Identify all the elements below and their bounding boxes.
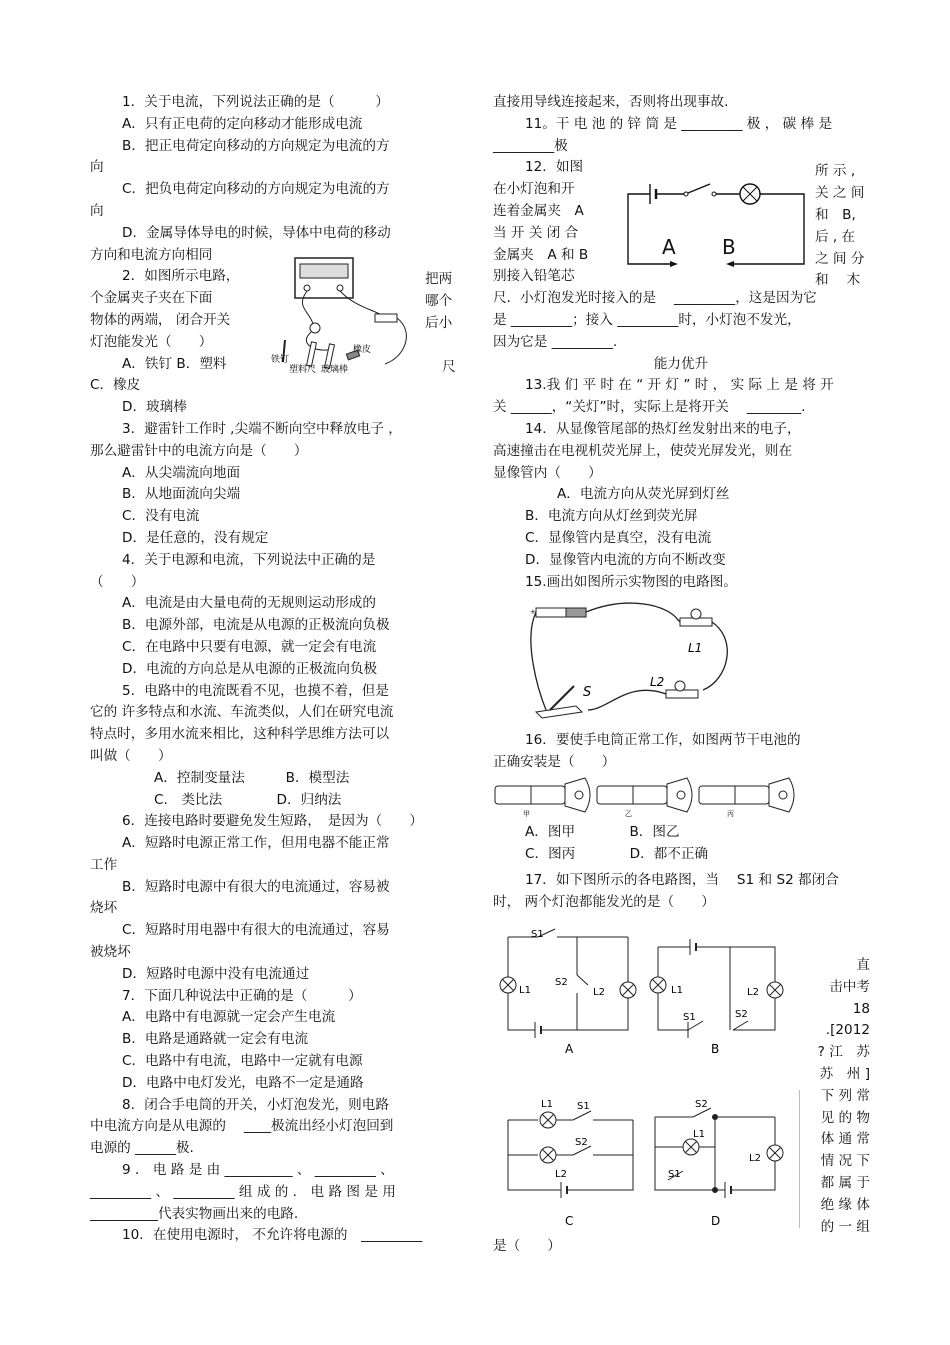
q14-stem-1: 14．从显像管尾部的热灯丝发射出来的电子， — [525, 420, 801, 437]
q12-stem-7: 尺．小灯泡发光时接入的是 _________，这是因为它 — [493, 290, 817, 307]
q6-option-b: B．短路时电源中有很大的电流通过，容易被 — [122, 878, 390, 895]
q18-side-10: 都 属 于 — [820, 1174, 870, 1191]
q16-label-bing: 丙 — [727, 810, 734, 818]
q4-option-c: C．在电路中只要有电源，就一定会有电流 — [122, 638, 377, 655]
q5-stem-4: 叫做（ ） — [90, 747, 172, 764]
q16-stem-2: 正确安装是（ ） — [493, 754, 616, 770]
q15-label-l1: L1 — [688, 641, 703, 655]
q12-side-6: 和 木 — [815, 272, 861, 288]
q17-circuit-c — [508, 1099, 633, 1228]
q17-circuit-b — [650, 939, 783, 1056]
q6-option-a: A．短路时电源正常工作，但用电器不能正常 — [122, 835, 390, 852]
q14-stem-2: 高速撞击在电视机荧光屏上，使荧光屏发光，则在 — [493, 442, 793, 459]
q3-option-a: A．从尖端流向地面 — [122, 464, 241, 481]
q11-stem: 11。干 电 池 的 锌 筒 是 _________ 极 ， 碳 棒 是 — [525, 115, 833, 132]
q16-battery-figure — [493, 776, 818, 818]
q18-side-1: 击中考 — [829, 978, 870, 995]
q6-option-d: D．短路时电源中没有电流通过 — [122, 965, 310, 982]
q5-stem-2: 它的 许多特点和水流、车流类似，人们在研究电流 — [90, 704, 394, 721]
q16-options-cd: C．图丙 D．都不正确 — [525, 846, 709, 862]
q17-label-a: A — [565, 1042, 574, 1056]
q5-stem-3: 特点时，多用水流来相比，这种科学思维方法可以 — [90, 726, 390, 743]
q13-stem: 13.我 们 平 时 在 “ 开 灯 ” 时 ， 实 际 上 是 将 开 — [525, 377, 834, 394]
q1-option-b-cont: 向 — [90, 159, 104, 176]
q1-stem: 1．关于电流，下列说法正确的是（ ） — [122, 94, 389, 110]
q17d-l1: L1 — [693, 1129, 705, 1140]
q6-option-c-cont: 被烧坏 — [90, 944, 131, 961]
q7-stem: 7．下面几种说法中正确的是（ ） — [122, 987, 362, 1004]
q2-circuit-figure — [255, 252, 420, 374]
q6-option-a-cont: 工作 — [90, 856, 118, 873]
q17-stem-2: 时， 两个灯泡都能发光的是（ ） — [493, 894, 715, 910]
q2-label-rubber: 橡皮 — [353, 345, 372, 355]
q10-cont: 直接用导线连接起来，否则将出现事故. — [493, 94, 729, 110]
q2-stem-3: 物体的两端， 闭合开关 — [90, 311, 231, 328]
q2-option-d: D．玻璃棒 — [122, 399, 187, 416]
q12-stem-3: 连着金属夹 A — [493, 202, 584, 219]
q18-answer-bracket: 是（ ） — [493, 1238, 561, 1254]
q18-side-11: 绝 缘 体 — [820, 1196, 870, 1213]
q11-cont: _________极 — [493, 137, 568, 154]
flashlight-jia — [495, 778, 590, 818]
q17b-l2: L2 — [747, 987, 759, 998]
q12-stem-5: 金属夹 A 和 B — [493, 246, 589, 263]
q2-side-2: 哪个 — [425, 293, 453, 309]
q7-option-b: B．电路是通路就一定会有电流 — [122, 1031, 309, 1048]
q8-stem-1: 8．闭合手电筒的开关，小灯泡发光，则电路 — [122, 1096, 389, 1113]
q17b-l1: L1 — [671, 985, 683, 996]
flashlight-bing — [699, 778, 794, 818]
q14-option-a: A．电流方向从荧光屏到灯丝 — [557, 486, 730, 503]
q10-stem: 10．在使用电源时， 不允许将电源的 _________ — [122, 1227, 423, 1244]
q18-side-4: ? 江 苏 — [817, 1044, 870, 1061]
q9-stem-3: __________代表实物画出来的电路. — [90, 1205, 299, 1222]
q8-stem-2: 中电流方向是从电源的 ____极流出经小灯泡回到 — [90, 1118, 394, 1135]
q17d-s2: S2 — [695, 1099, 708, 1110]
q17b-s2: S2 — [735, 1009, 748, 1020]
q3-stem: 3．避雷针工作时 ,尖端不断向空中释放电子 ， — [122, 420, 402, 437]
q2-label-ruler: 塑料尺 — [289, 365, 317, 374]
q7-option-d: D．电路中电灯发光，电路不一定是通路 — [122, 1074, 364, 1091]
q16-label-yi: 乙 — [625, 810, 632, 818]
q18-side-7: 见 的 物 — [820, 1109, 870, 1126]
q15-stem: 15.画出如图所示实物图的电路图。 — [525, 573, 737, 590]
q17d-l2: L2 — [749, 1153, 761, 1164]
q2-stem-2: 个金属夹子夹在下面 — [90, 290, 213, 307]
q18-side-9: 情 况 下 — [820, 1153, 870, 1170]
q12-stem-4: 当 开 关 闭 合 — [493, 224, 579, 241]
q1-option-b: B．把正电荷定向移动的方向规定为电流的方 — [122, 137, 390, 154]
q7-option-c: C．电路中有电流，电路中一定就有电源 — [122, 1053, 363, 1070]
q12-stem-1: 12．如图 — [525, 159, 584, 176]
q17a-l1: L1 — [519, 985, 531, 996]
q12-side-3: 和 B, — [815, 207, 856, 223]
q4-stem-2: （ ） — [90, 573, 145, 590]
q6-option-c: C．短路时用电器中有很大的电流通过，容易 — [122, 922, 390, 939]
q17a-s2: S2 — [555, 977, 568, 988]
q2-side-1: 把两 — [425, 271, 453, 287]
q18-side-12: 的 一 组 — [820, 1218, 870, 1235]
q18-side-8: 体 通 常 — [820, 1131, 870, 1148]
q12-stem-2: 在小灯泡和开 — [493, 181, 575, 198]
q17-stem-1: 17．如下图所示的各电路图，当 S1 和 S2 都闭合 — [525, 872, 839, 888]
q17c-s2: S2 — [575, 1137, 588, 1148]
q12-stem-6: 别接入铅笔芯 — [493, 268, 575, 285]
q17d-s1: S1 — [668, 1169, 681, 1180]
q18-side-0: 直 — [856, 957, 870, 973]
q5-options-cd: C. 类比法 D．归纳法 — [154, 791, 342, 808]
q12-side-1: 所 示 , — [815, 163, 856, 179]
q7-option-a: A．电路中有电源就一定会产生电流 — [122, 1009, 336, 1026]
q9-stem-2: _________ 、 _________ 组 成 的 ． 电 路 图 是 用 — [90, 1183, 396, 1200]
q18-side-3: .[2012 — [825, 1022, 870, 1039]
q18-side-2: 18 — [852, 1000, 870, 1017]
q16-stem-1: 16．要使手电筒正常工作，如图两节干电池的 — [525, 732, 801, 748]
q17c-l2: L2 — [555, 1169, 567, 1180]
q17a-l2: L2 — [593, 987, 605, 998]
q1-option-d: D．金属导体导电的时候，导体中电荷的移动 — [122, 224, 391, 241]
q6-stem: 6．连接电路时要避免发生短路， 是因为（ ） — [122, 813, 423, 830]
q2-stem-1: 2．如图所示电路， — [122, 268, 240, 285]
q2-ruler-word: 尺 — [442, 359, 456, 375]
q18-side-5: 苏 州 ] — [819, 1065, 870, 1082]
q15-label-l2: L2 — [650, 675, 665, 689]
q12-side-5: 之 间 分 — [815, 251, 865, 267]
q17-label-b: B — [711, 1042, 720, 1056]
q12-stem-9: 因为它是 _________. — [493, 333, 618, 350]
q17-circuit-d — [655, 1099, 783, 1228]
right-column — [493, 92, 869, 593]
q18-side-column — [810, 955, 870, 1238]
q2-side-3: 后小 — [425, 315, 453, 331]
q12-label-a: A — [662, 235, 676, 259]
q13-cont: 关 ______，“关灯”时，实际上是将开关 ________. — [493, 399, 806, 416]
q12-label-b: B — [722, 235, 736, 259]
q2-stem-4: 灯泡能发光（ ） — [90, 333, 213, 350]
q18-divider — [799, 1090, 800, 1228]
q1-option-c: C．把负电荷定向移动的方向规定为电流的方 — [122, 181, 390, 198]
q17b-s1: S1 — [683, 1012, 696, 1023]
q14-option-b: B．电流方向从灯丝到荧光屏 — [525, 508, 698, 525]
q8-stem-3: 电源的 ______极. — [90, 1140, 194, 1157]
q15-label-s: S — [583, 685, 592, 700]
q12-side-2: 关 之 间 — [815, 185, 865, 201]
q1-option-c-cont: 向 — [90, 202, 104, 219]
q17c-l1: L1 — [541, 1099, 553, 1110]
q4-option-d: D．电流的方向总是从电源的正极流向负极 — [122, 660, 378, 677]
q1-option-a: A．只有正电荷的定向移动才能形成电流 — [122, 115, 363, 132]
q17-circuit-a — [500, 929, 636, 1056]
q14-stem-3: 显像管内（ ） — [493, 464, 602, 481]
q3-stem-2: 那么避雷针中的电流方向是（ ） — [90, 442, 308, 459]
q12-stem-8: 是 _________；接入 _________时，小灯泡不发光， — [493, 311, 801, 328]
q18-side-6: 下 列 常 — [820, 1087, 870, 1104]
q17-label-c: C — [565, 1214, 574, 1228]
q17-circuits-figure — [493, 925, 803, 1230]
q15-circuit-figure — [528, 600, 743, 725]
q12-circuit-figure — [622, 172, 812, 272]
q5-stem-1: 5．电路中的电流既看不见，也摸不着，但是 — [122, 682, 389, 699]
q17a-s1: S1 — [531, 929, 544, 940]
q4-option-b: B．电源外部，电流是从电源的正极流向负极 — [122, 617, 390, 634]
q4-option-a: A．电流是由大量电荷的无规则运动形成的 — [122, 595, 376, 612]
q2-label-glass: 玻璃棒 — [321, 365, 349, 374]
q5-options-ab: A．控制变量法 B．模型法 — [154, 769, 350, 786]
q17c-s1: S1 — [577, 1101, 590, 1112]
q3-option-c: C．没有电流 — [122, 508, 200, 525]
q16-label-jia: 甲 — [523, 810, 530, 818]
flashlight-yi — [597, 778, 692, 818]
q2-option-c: C．橡皮 — [90, 377, 141, 394]
q3-option-d: D．是任意的，没有规定 — [122, 529, 269, 546]
svg-text:+: + — [530, 608, 536, 616]
q9-stem-1: 9 ． 电 路 是 由 __________ 、 _________ 、 — [122, 1162, 394, 1179]
q16-options-ab: A．图甲 B．图乙 — [525, 824, 680, 840]
q4-stem: 4．关于电源和电流，下列说法中正确的是 — [122, 551, 376, 568]
section-heading: 能力优升 — [653, 355, 709, 372]
q14-option-c: C．显像管内是真空，没有电流 — [525, 529, 712, 546]
q17-label-d: D — [711, 1214, 721, 1228]
q12-side-4: 后 , 在 — [815, 229, 856, 245]
q14-option-d: D．显像管内电流的方向不断改变 — [525, 551, 726, 568]
q1-option-d-cont: 方向和电流方向相同 — [90, 246, 213, 263]
q3-option-b: B．从地面流向尖端 — [122, 486, 241, 503]
q2-label-nail: 铁钉 — [271, 355, 290, 365]
q6-option-b-cont: 烧坏 — [90, 900, 118, 917]
q2-options-ab: A．铁钉 B．塑料 — [122, 355, 227, 372]
